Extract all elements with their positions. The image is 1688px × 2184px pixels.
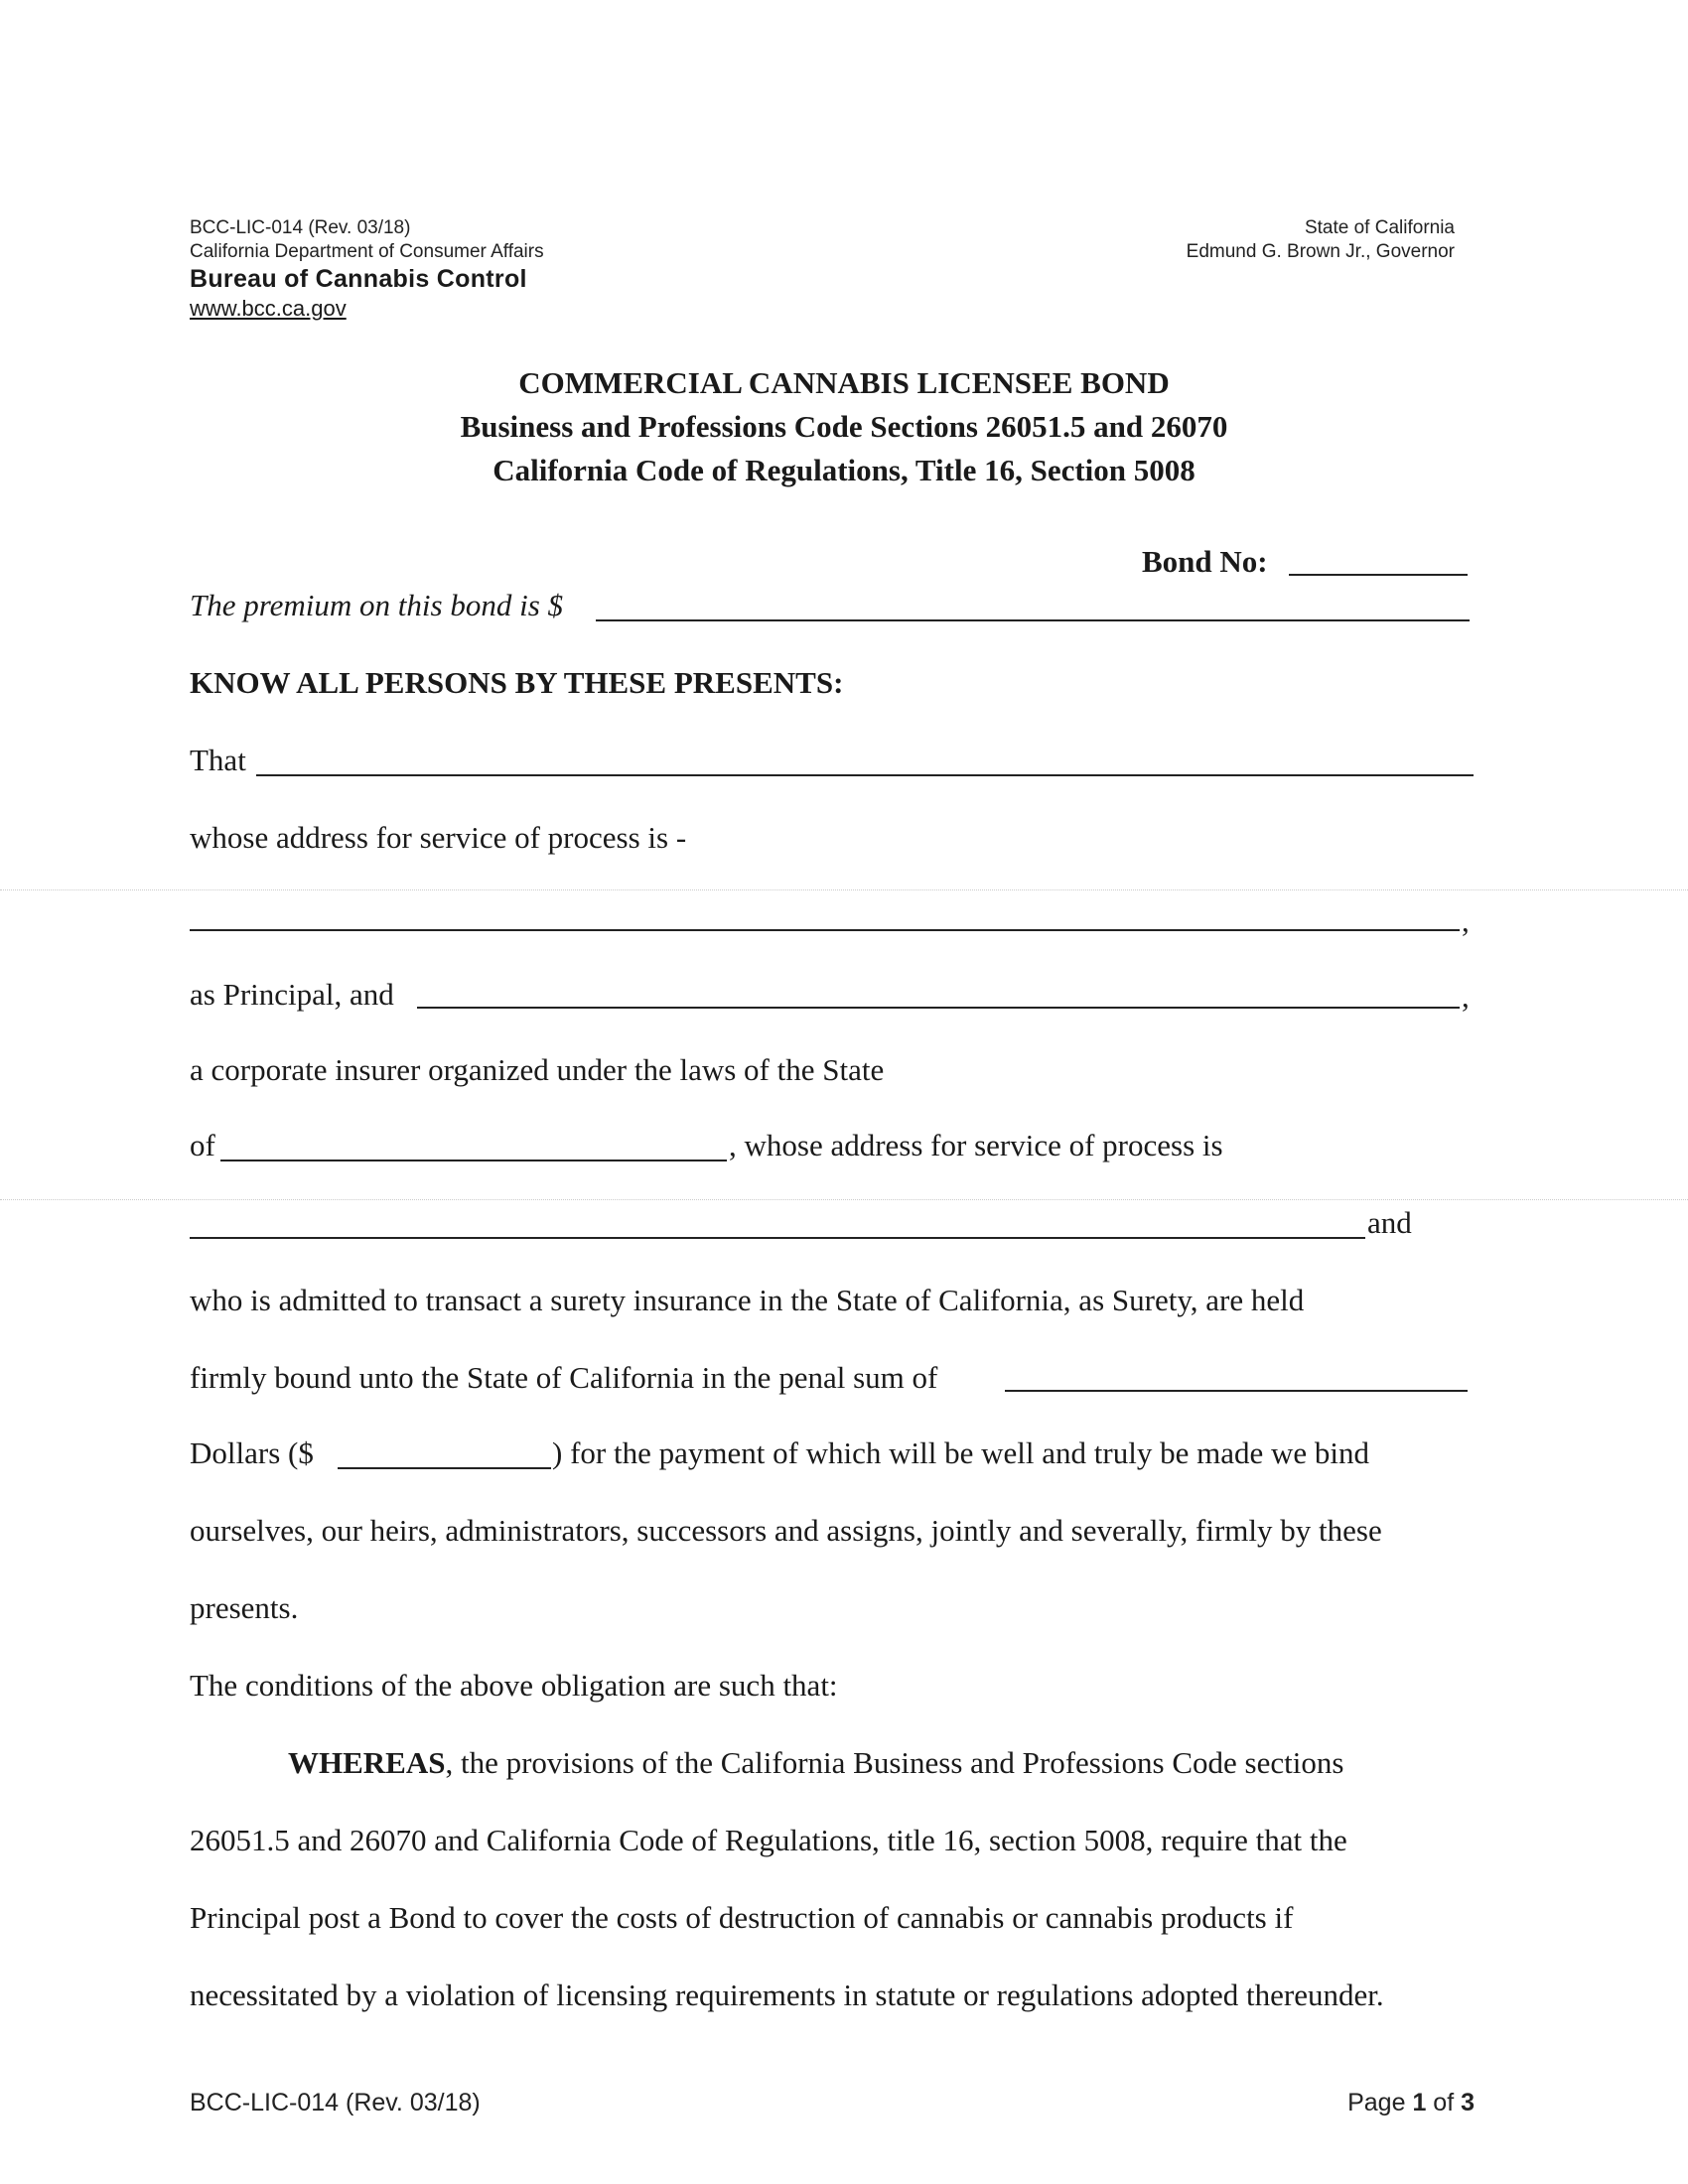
header-department: California Department of Consumer Affairs bbox=[190, 241, 544, 262]
page-of: of bbox=[1426, 2089, 1462, 2116]
title-line-1: COMMERCIAL CANNABIS LICENSEE BOND bbox=[518, 365, 1170, 400]
principal-address-field[interactable] bbox=[190, 929, 1460, 931]
conditions-text: The conditions of the above obligation are such that: bbox=[190, 1668, 838, 1703]
address-comma: , bbox=[1462, 903, 1470, 938]
as-principal-label: as Principal, and bbox=[190, 977, 394, 1012]
corporate-insurer-text: a corporate insurer organized under the laws of the State bbox=[190, 1052, 885, 1087]
whereas-keyword: WHEREAS bbox=[288, 1745, 446, 1780]
scan-artifact-line bbox=[0, 1199, 1688, 1200]
dollars-open: Dollars ($ bbox=[190, 1435, 314, 1470]
surety-state-field[interactable] bbox=[220, 1160, 727, 1161]
and-label: and bbox=[1367, 1205, 1412, 1240]
of-label: of bbox=[190, 1128, 215, 1162]
bond-no-label: Bond No: bbox=[1142, 544, 1268, 579]
whereas-line-2: 26051.5 and 26070 and California Code of Regulations, title 16, section 5008, require that the bbox=[190, 1823, 1347, 1857]
header-form-id: BCC-LIC-014 (Rev. 03/18) bbox=[190, 217, 411, 238]
premium-label: The premium on this bond is $ bbox=[190, 588, 564, 622]
header-website-link[interactable]: www.bcc.ca.gov bbox=[190, 296, 347, 321]
scan-artifact-line bbox=[0, 889, 1688, 890]
header-state: State of California bbox=[1304, 217, 1455, 238]
penal-sum-amount-field[interactable] bbox=[338, 1467, 551, 1469]
that-label: That bbox=[190, 743, 246, 777]
penal-sum-words-field[interactable] bbox=[1005, 1390, 1468, 1392]
bond-no-field[interactable] bbox=[1289, 574, 1468, 576]
whereas-line-1 bbox=[288, 1745, 1343, 1781]
dollars-close: ) for the payment of which will be well and truly be made we bind bbox=[552, 1435, 1369, 1470]
whereas-line-3: Principal post a Bond to cover the costs of destruction of cannabis or cannabis products if bbox=[190, 1900, 1294, 1935]
page-current: 1 bbox=[1412, 2089, 1427, 2116]
document-title bbox=[0, 361, 1688, 492]
surety-address-field[interactable] bbox=[190, 1237, 1365, 1239]
page-prefix: Page bbox=[1347, 2089, 1413, 2116]
page-total: 3 bbox=[1461, 2089, 1475, 2116]
header-governor: Edmund G. Brown Jr., Governor bbox=[1186, 241, 1455, 262]
principal-address-label: whose address for service of process is - bbox=[190, 820, 687, 855]
know-all-heading: KNOW ALL PERSONS BY THESE PRESENTS: bbox=[190, 665, 844, 700]
surety-comma: , bbox=[1462, 979, 1470, 1014]
whereas-line-4: necessitated by a violation of licensing requirements in statute or regulations adopted thereunder. bbox=[190, 1978, 1384, 2012]
presents-text: presents. bbox=[190, 1590, 299, 1625]
admitted-text: who is admitted to transact a surety insurance in the State of California, as Surety, are held bbox=[190, 1283, 1305, 1317]
ourselves-text: ourselves, our heirs, administrators, successors and assigns, jointly and severally, firmly by these bbox=[190, 1513, 1382, 1548]
principal-name-field[interactable] bbox=[256, 774, 1474, 776]
surety-name-field[interactable] bbox=[417, 1007, 1460, 1009]
whereas-rest: , the provisions of the California Business and Professions Code sections bbox=[445, 1745, 1344, 1780]
header-bureau: Bureau of Cannabis Control bbox=[190, 265, 527, 293]
surety-address-label: , whose address for service of process is bbox=[729, 1128, 1223, 1162]
firmly-bound-text: firmly bound unto the State of California in the penal sum of bbox=[190, 1360, 938, 1395]
title-line-3: California Code of Regulations, Title 16, Section 5008 bbox=[492, 453, 1196, 487]
premium-field[interactable] bbox=[596, 619, 1470, 621]
footer-form-id: BCC-LIC-014 (Rev. 03/18) bbox=[190, 2089, 481, 2116]
title-line-2: Business and Professions Code Sections 26051.5 and 26070 bbox=[460, 409, 1228, 444]
footer-page-number bbox=[1347, 2089, 1475, 2117]
